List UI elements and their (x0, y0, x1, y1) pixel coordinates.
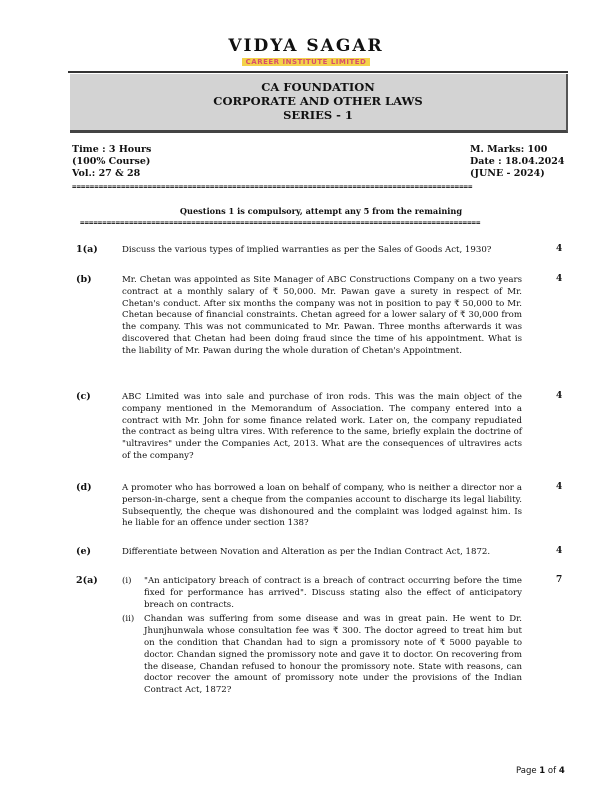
meta-time: Time : 3 Hours (72, 144, 152, 155)
question-marks: 7 (556, 575, 563, 585)
question-label: (b) (76, 274, 92, 285)
question-text: Discuss the various types of implied warranties as per the Sales of Goods Act, 1930? (122, 245, 492, 255)
question-marks: 4 (556, 391, 563, 401)
question-marks: 4 (556, 244, 563, 254)
page-number: 1 (539, 766, 546, 776)
logo-tagline: CAREER INSTITUTE LIMITED (0, 58, 612, 66)
subpart-i (122, 576, 522, 611)
subpart-ii (122, 614, 522, 697)
meta-course: (100% Course) (72, 156, 151, 167)
title-banner (70, 74, 568, 133)
page-word: Page (516, 766, 537, 776)
question-label: 1(a) (76, 244, 98, 255)
question-text: Differentiate between Novation and Alteration as per the Indian Contract Act, 1872. (122, 547, 491, 557)
subpart-label: (ii) (122, 614, 135, 625)
separator-line: ========================================================================================== (80, 218, 481, 227)
meta-vol: Vol.: 27 & 28 (72, 168, 141, 179)
question-text: Mr. Chetan was appointed as Site Manager of ABC Constructions Company on a two years contract at a monthly salary of ₹ 50,000. Mr. Pawan gave a surety in respect of Mr. Chetan's conduct. After six months the company was not in position to pay ₹ 50,000 to Mr. Chetan because of financial constraints. Chetan agreed for a lower salary of ₹ 30,000 from the company. This was not communicated to Mr. Pawan. Three months afterwards it was discovered that Chetan had been doing fraud since the time of his appointment. What is the liability of Mr. Pawan during the whole duration of Chetan's Appointment. (122, 275, 522, 356)
subpart-label: (i) (122, 576, 132, 586)
meta-left (72, 144, 151, 180)
banner-line-subject: CORPORATE AND OTHER LAWS (213, 94, 423, 108)
meta-session: (JUNE - 2024) (470, 168, 545, 179)
meta-marks: M. Marks: 100 (470, 144, 548, 155)
question-label: 2(a) (76, 575, 98, 586)
question-marks: 4 (556, 482, 563, 492)
page-total: 4 (558, 766, 565, 776)
meta-date: Date : 18.04.2024 (470, 156, 565, 167)
question-label: (c) (76, 391, 91, 402)
question-label: (e) (76, 546, 92, 557)
logo-text: VIDYA SAGAR (228, 36, 384, 56)
question-text: ABC Limited was into sale and purchase of iron rods. This was the main object of the company mentioned in the Memorandum of Association. The company entered into a contract with Mr. John for some finance related work. Later on, the company repudiated the contract as being ultra vires. With reference to the same, briefly explain the doctrine of "ultravires" under the Companies Act, 2013. What are the consequences of ultravires acts of the company? (122, 392, 522, 461)
subpart-text: Chandan was suffering from some disease and was in great pain. He went to Dr. Jhunjhunwala whose consultation fee was ₹ 300. The doctor agreed to treat him but on the condition that Chandan had to sign a promissory note of ₹ 5000 payable to doctor. Chandan signed the promissory note and gave it to doctor. On recovering from the disease, Chandan refused to honour the promissory note. State with reasons, can doctor recover the amount of promissory note under the provisions of the Indian Contract Act, 1872? (144, 614, 522, 696)
question-subparts (122, 576, 522, 700)
header-rule (68, 71, 568, 73)
of-word: of (547, 766, 557, 776)
separator-line: ========================================================================================== (72, 182, 473, 191)
question-marks: 4 (556, 546, 563, 556)
banner-line-series: SERIES - 1 (283, 108, 353, 122)
question-marks: 4 (556, 274, 563, 284)
meta-right (470, 144, 564, 180)
question-label: (d) (76, 482, 92, 493)
page-footer (516, 766, 565, 776)
banner-line-course: CA FOUNDATION (261, 80, 375, 94)
instruction: Questions 1 is compulsory, attempt any 5 from the remaining (179, 206, 463, 216)
subpart-text: "An anticipatory breach of contract is a breach of contract occurring before the time fixed for performance has arrived". Discuss stating also the effect of anticipatory breach on contracts. (144, 576, 522, 610)
question-text: A promoter who has borrowed a loan on behalf of company, who is neither a director nor a person-in-charge, sent a cheque from the companies account to discharge its legal liability. Subsequently, the cheque was dishonoured and the complaint was lodged against him. Is he liable for an offence under section 138? (122, 483, 522, 529)
